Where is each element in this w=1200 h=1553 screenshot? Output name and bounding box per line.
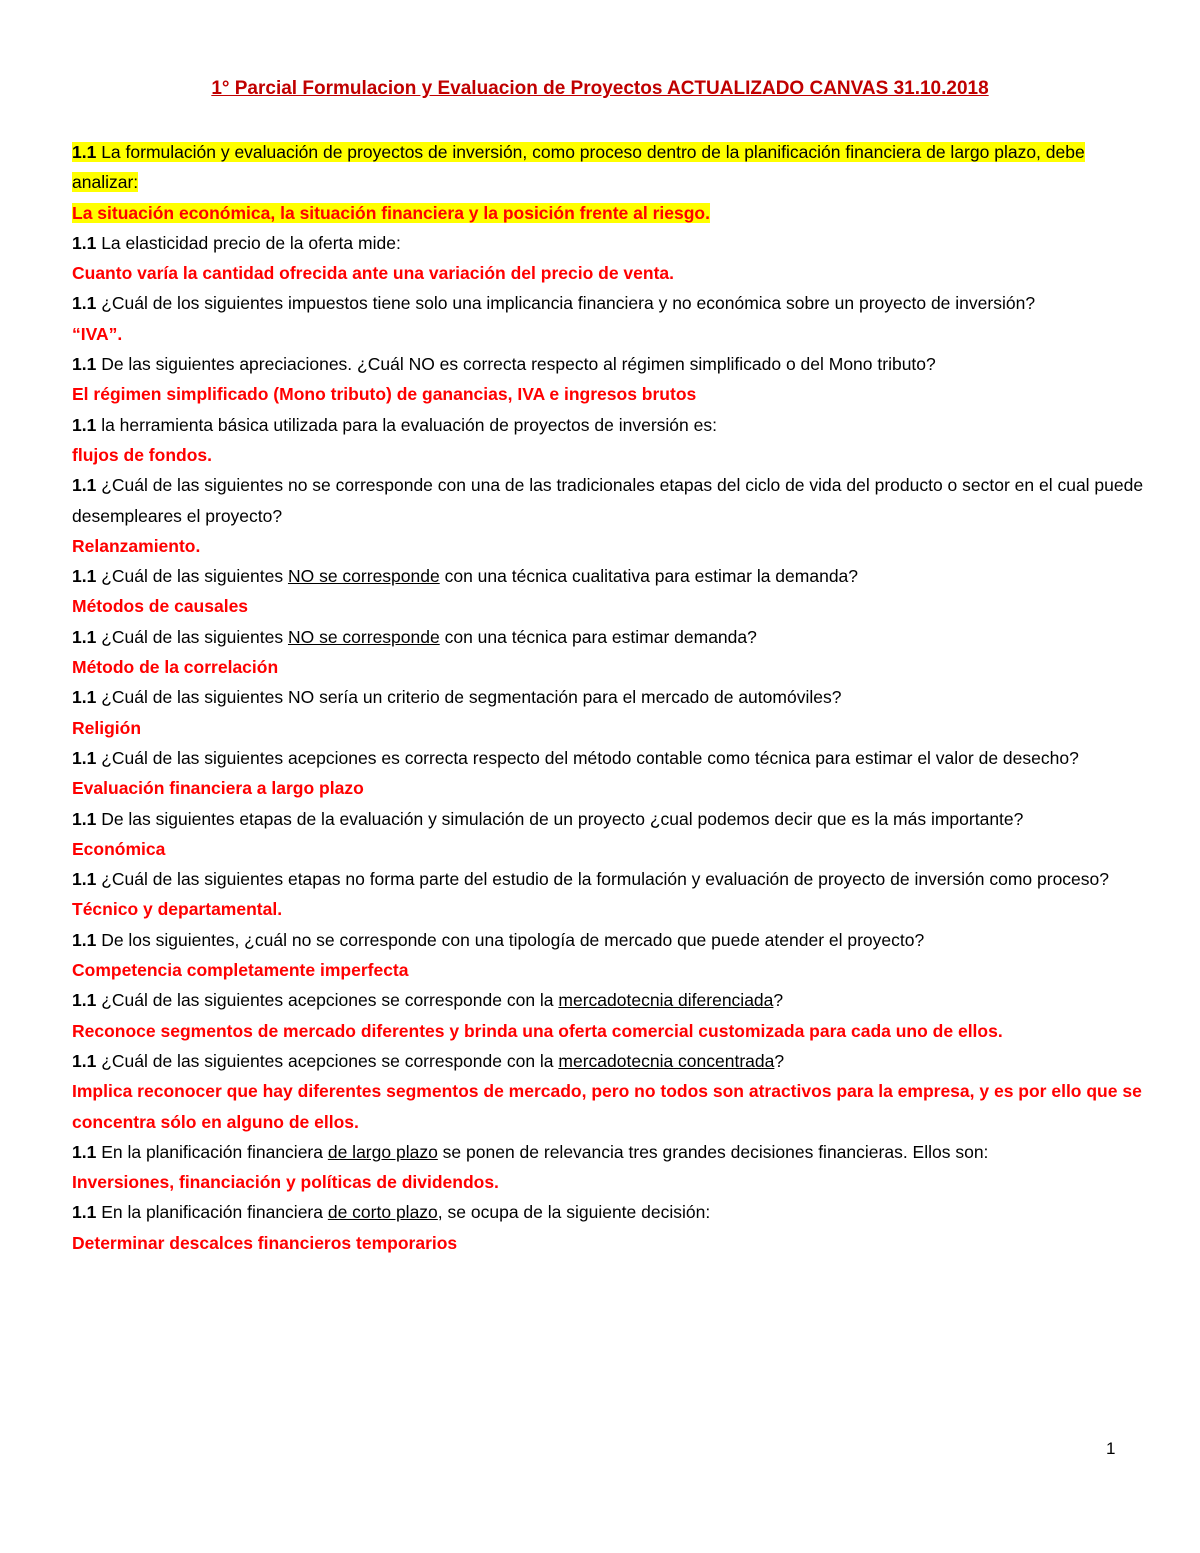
question-text-end: con una técnica para estimar demanda? [439, 626, 757, 647]
question-text: En la planificación financiera [96, 1141, 328, 1162]
question-text: ¿Cuál de las siguientes [96, 626, 288, 647]
question-number: 1.1 [72, 142, 97, 162]
underlined-text: de corto plazo [327, 1202, 438, 1223]
answer-7: Métodos de causales [72, 596, 249, 617]
question-number: 1.1 [72, 990, 97, 1011]
question-9 [72, 682, 1147, 712]
question-number: 1.1 [72, 869, 97, 890]
underlined-text: mercadotecnia diferenciada [558, 990, 774, 1011]
question-number: 1.1 [72, 929, 97, 950]
answer-12: Técnico y departamental. [72, 899, 283, 920]
question-4 [72, 349, 1147, 379]
answer-14: Reconoce segmentos de mercado diferentes y brinda una oferta comercial customizada para cada uno de ellos. [72, 1020, 1003, 1041]
question-text: ¿Cuál de las siguientes acepciones se corresponde con la [96, 990, 559, 1011]
underlined-text: NO se corresponde [287, 566, 440, 587]
question-text: ¿Cuál de las siguientes [96, 566, 288, 587]
question-15 [72, 1046, 1147, 1076]
question-text-end: , se ocupa de la siguiente decisión: [437, 1202, 711, 1223]
answer-5: flujos de fondos. [72, 444, 212, 465]
question-17 [72, 1197, 1147, 1227]
question-text: De los siguientes, ¿cuál no se corresponde con una tipología de mercado que puede atender el proyecto? [96, 929, 925, 950]
answer-13: Competencia completamente imperfecta [72, 960, 409, 981]
answer-8: Método de la correlación [72, 657, 279, 678]
question-text: De las siguientes etapas de la evaluación y simulación de un proyecto ¿cual podemos decir que es la más importante? [96, 808, 1024, 829]
document-title: 1° Parcial Formulacion y Evaluacion de Proyectos ACTUALIZADO CANVAS 31.10.2018 [211, 78, 989, 99]
question-12 [72, 864, 1147, 894]
question-text: la herramienta básica utilizada para la evaluación de proyectos de inversión es: [96, 414, 717, 435]
question-14 [72, 985, 1147, 1015]
question-number: 1.1 [72, 232, 97, 253]
question-11 [72, 804, 1147, 834]
question-13 [72, 925, 1147, 955]
question-number: 1.1 [72, 414, 97, 435]
question-number: 1.1 [72, 626, 97, 647]
question-number: 1.1 [72, 475, 97, 496]
underlined-text: NO se corresponde [287, 626, 440, 647]
underlined-text: mercadotecnia concentrada [558, 1050, 775, 1071]
question-text: ¿Cuál de las siguientes NO sería un criterio de segmentación para el mercado de automóviles? [96, 687, 842, 708]
answer-highlight: La situación económica, la situación financiera y la posición frente al riesgo. [72, 202, 710, 223]
question-number: 1.1 [72, 1141, 97, 1162]
question-number: 1.1 [72, 808, 97, 829]
answer-11: Económica [72, 838, 166, 859]
question-text: De las siguientes apreciaciones. ¿Cuál NO es correcta respecto al régimen simplificado o del Mono tributo? [96, 354, 936, 375]
answer-2: Cuanto varía la cantidad ofrecida ante una variación del precio de venta. [72, 263, 674, 284]
question-number: 1.1 [72, 747, 97, 768]
question-number: 1.1 [72, 293, 97, 314]
page-number: 1 [1106, 1439, 1116, 1458]
question-text: ¿Cuál de las siguientes no se corresponde con una de las tradicionales etapas del ciclo de vida del producto o sector en el cual puede desempleares el proyecto? [72, 475, 1144, 526]
answer-4: El régimen simplificado (Mono tributo) de ganancias, IVA e ingresos brutos [72, 384, 697, 405]
question-number: 1.1 [72, 566, 97, 587]
question-6 [72, 470, 1147, 531]
answer-6: Relanzamiento. [72, 535, 201, 556]
question-16 [72, 1137, 1147, 1167]
question-10 [72, 743, 1147, 773]
question-text-end: ? [774, 1050, 785, 1071]
answer-17: Determinar descalces financieros temporarios [72, 1232, 458, 1253]
question-3 [72, 288, 1147, 318]
answer-3: “IVA”. [72, 323, 123, 344]
answer-15: Implica reconocer que hay diferentes segmentos de mercado, pero no todos son atractivos para la empresa, y es por ello que se concentra sólo en alguno de ellos. [72, 1081, 1142, 1132]
question-1 [72, 137, 1147, 198]
question-number: 1.1 [72, 1050, 97, 1071]
question-highlight [72, 142, 1085, 192]
underlined-text: de largo plazo [327, 1141, 438, 1162]
answer-9: Religión [72, 717, 142, 738]
question-number: 1.1 [72, 354, 97, 375]
question-8 [72, 622, 1147, 652]
question-text-end: se ponen de relevancia tres grandes decisiones financieras. Ellos son: [437, 1141, 989, 1162]
question-2 [72, 228, 1147, 258]
question-7 [72, 561, 1147, 591]
question-5 [72, 410, 1147, 440]
question-number: 1.1 [72, 1202, 97, 1223]
question-text: ¿Cuál de los siguientes impuestos tiene solo una implicancia financiera y no económica sobre un proyecto de inversión? [96, 293, 1036, 314]
question-text: En la planificación financiera [96, 1202, 328, 1223]
question-text: La formulación y evaluación de proyectos de inversión, como proceso dentro de la planificación financiera de largo plazo, debe analizar: [72, 142, 1085, 193]
question-number: 1.1 [72, 687, 97, 708]
question-text-end: con una técnica cualitativa para estimar la demanda? [439, 566, 859, 587]
question-text: ¿Cuál de las siguientes acepciones se corresponde con la [96, 1050, 559, 1071]
question-text: ¿Cuál de las siguientes etapas no forma parte del estudio de la formulación y evaluación de proyecto de inversión como proceso? [96, 869, 1109, 890]
question-text: ¿Cuál de las siguientes acepciones es correcta respecto del método contable como técnica para estimar el valor de desecho? [96, 747, 1079, 768]
answer-10: Evaluación financiera a largo plazo [72, 778, 364, 799]
question-text-end: ? [773, 990, 784, 1011]
answer-1 [72, 198, 1147, 228]
answer-16: Inversiones, financiación y políticas de dividendos. [72, 1172, 499, 1193]
question-list [72, 137, 1147, 1258]
question-text: La elasticidad precio de la oferta mide: [96, 232, 401, 253]
